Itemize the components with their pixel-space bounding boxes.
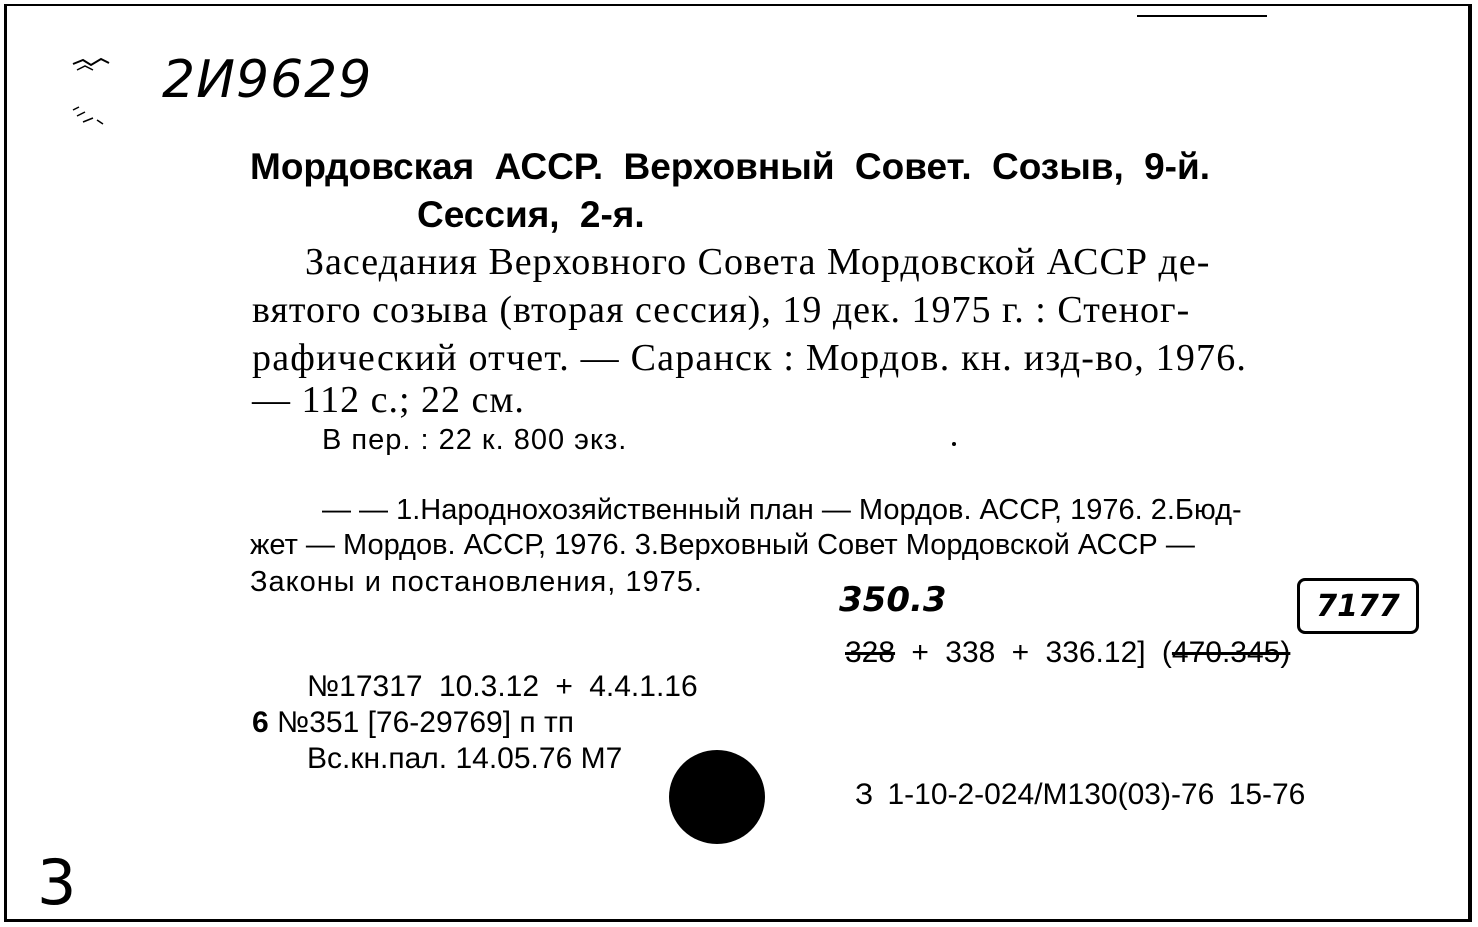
handwritten-accession-number: 2И9629: [162, 50, 373, 110]
body-line: рафический отчет. — Саранск : Мордов. кн. изд-во, 1976.: [252, 337, 1248, 379]
handwritten-corner-mark: 3: [37, 846, 77, 919]
udc-line: [845, 636, 1290, 670]
subject-line: жет — Мордов. АССР, 1976. 3.Верховный Совет Мордовской АССР —: [250, 529, 1195, 561]
catalog-bold-number: 6: [252, 706, 269, 739]
handwritten-class-number: 350.3: [839, 580, 947, 620]
heading-continued: Сессия, 2-я.: [417, 194, 645, 235]
udc-struck-end: 470.345): [1171, 636, 1291, 669]
catalog-line-text: №351 [76-29769] п тп: [268, 706, 574, 739]
body-line: — 112 с.; 22 см.: [252, 379, 525, 421]
udc-struck: 328: [845, 636, 896, 669]
subject-line: — — 1.Народнохозяйственный план — Мордов. АССР, 1976. 2.Бюд-: [322, 494, 1242, 526]
dot-mark: [952, 442, 956, 446]
ink-smudge-icon: [69, 104, 109, 126]
catalog-line: [252, 706, 574, 740]
udc-rest: + 338 + 336.12] (: [911, 636, 1172, 669]
handwritten-box-text: 7177: [1316, 588, 1400, 624]
catalog-line: Вс.кн.пал. 14.05.76 М7: [307, 742, 623, 775]
catalog-line: №17317 10.3.12 + 4.4.1.16: [307, 670, 698, 703]
punch-hole: [669, 750, 765, 844]
body-line: вятого созыва (вторая сессия), 19 дек. 1975 г. : Стеног-: [252, 289, 1191, 331]
heading: Мордовская АССР. Верховный Совет. Созыв, 9-й.: [250, 146, 1211, 187]
handwritten-boxed-number: [1297, 578, 1419, 634]
catalog-card: [4, 4, 1472, 922]
price-line: В пер. : 22 к. 800 экз.: [322, 424, 628, 456]
ink-smudge-icon: [71, 56, 111, 74]
top-dash-mark: [1137, 15, 1267, 17]
body-line: Заседания Верховного Совета Мордовской АССР де-: [305, 241, 1211, 283]
subject-line: Законы и постановления, 1975.: [250, 566, 703, 598]
publisher-code: З 1-10-2-024/М130(03)-76 15-76: [855, 778, 1306, 811]
